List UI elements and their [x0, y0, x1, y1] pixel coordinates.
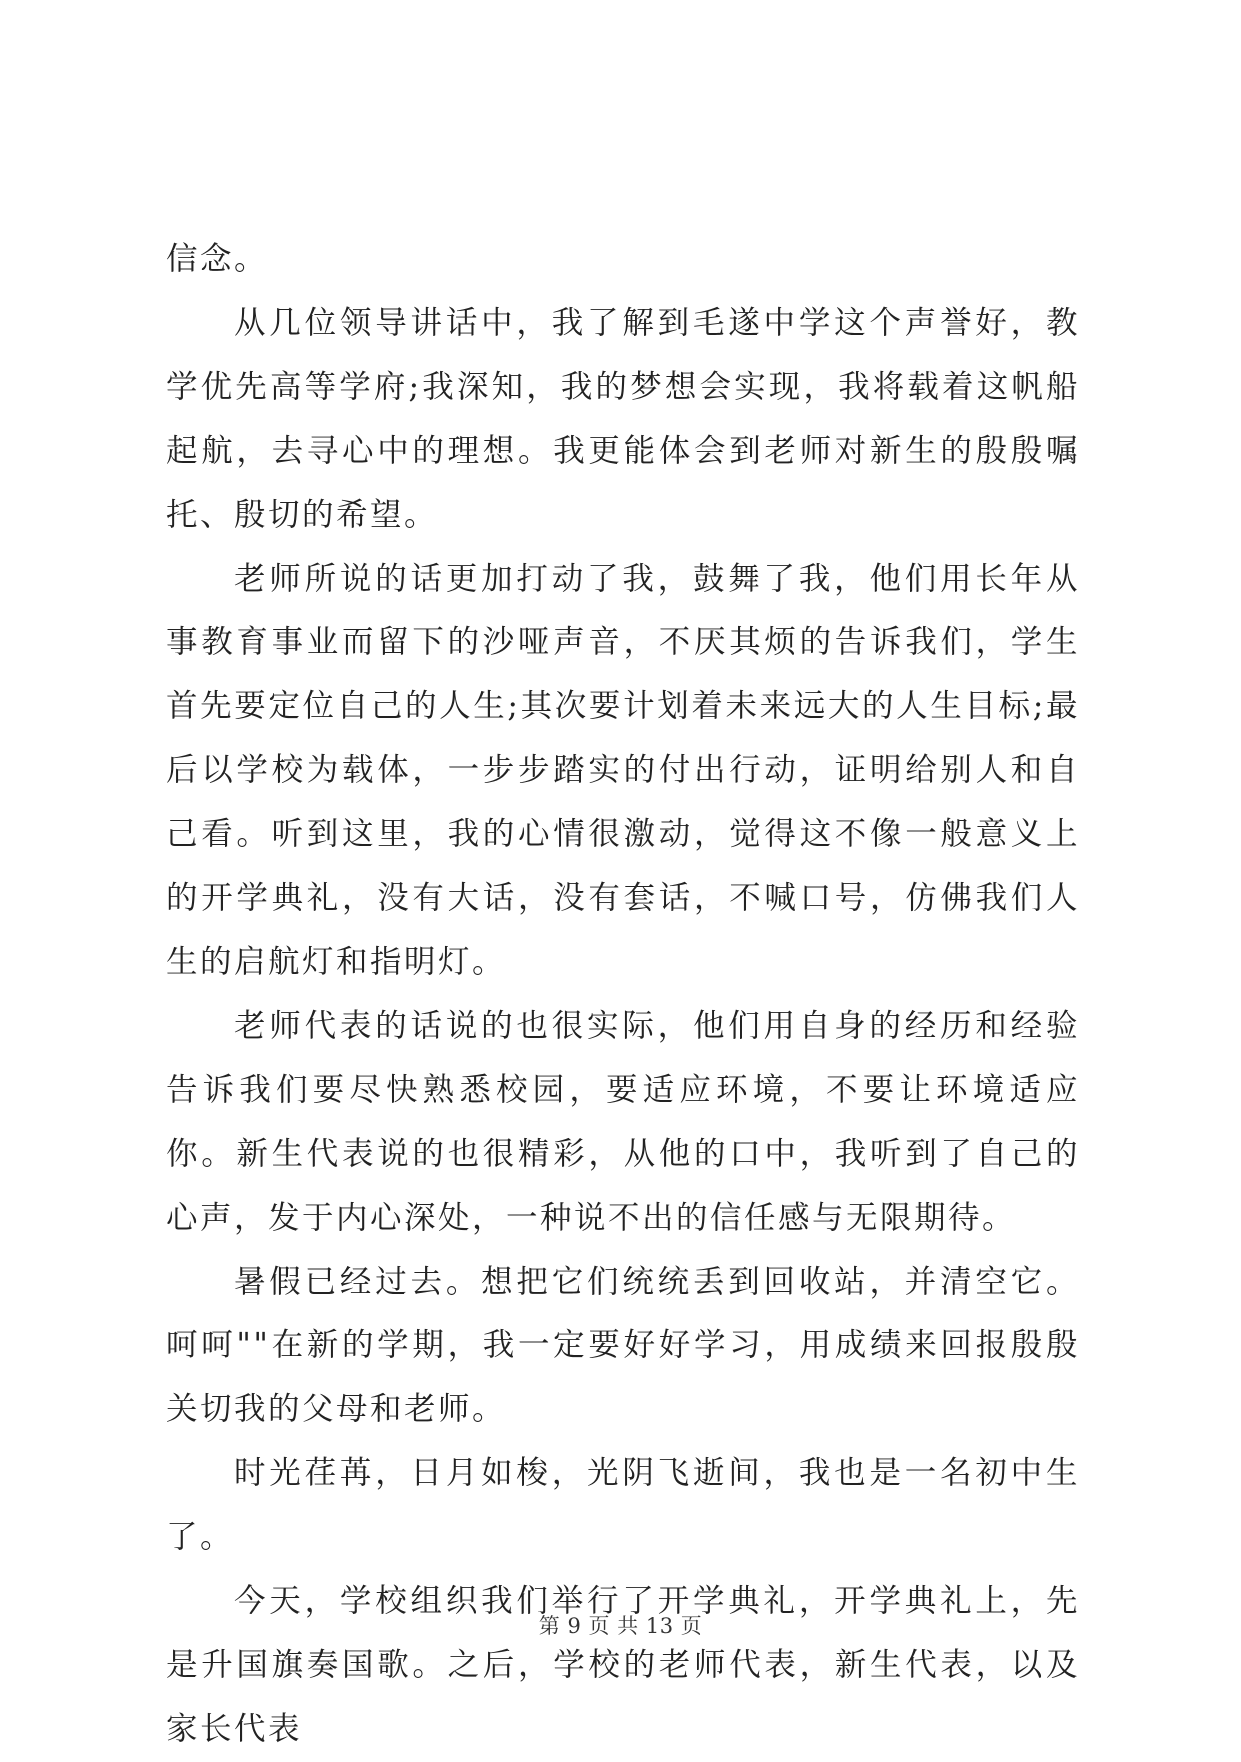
paragraph: 从几位领导讲话中，我了解到毛遂中学这个声誉好，教学优先高等学府;我深知，我的梦想会实现，我将载着这帆船起航，去寻心中的理想。我更能体会到老师对新生的殷殷嘱托、殷切的希望。 [166, 304, 1080, 533]
document-body [166, 228, 1080, 1762]
paragraph: 信念。 [166, 241, 269, 277]
paragraph: 时光荏苒，日月如梭，光阴飞逝间，我也是一名初中生了。 [166, 1455, 1080, 1556]
paragraph: 今天，学校组织我们举行了开学典礼，开学典礼上，先是升国旗奏国歌。之后，学校的老师代表，新生代表，以及家长代表 [166, 1583, 1080, 1747]
paragraph: 老师代表的话说的也很实际，他们用自身的经历和经验告诉我们要尽快熟悉校园，要适应环境，不要让环境适应你。新生代表说的也很精彩，从他的口中，我听到了自己的心声，发于内心深处，一种说不出的信任感与无限期待。 [166, 1007, 1080, 1236]
page-number-label: 第 9 页 共 13 页 [538, 1614, 703, 1638]
paragraph: 老师所说的话更加打动了我，鼓舞了我，他们用长年从事教育事业而留下的沙哑声音，不厌其烦的告诉我们，学生首先要定位自己的人生;其次要计划着未来远大的人生目标;最后以学校为载体，一步步踏实的付出行动，证明给别人和自己看。听到这里，我的心情很激动，觉得这不像一般意义上的开学典礼，没有大话，没有套话，不喊口号，仿佛我们人生的启航灯和指明灯。 [166, 560, 1080, 980]
paragraph: 暑假已经过去。想把它们统统丢到回收站，并清空它。呵呵""在新的学期，我一定要好好学习，用成绩来回报殷殷关切我的父母和老师。 [166, 1263, 1080, 1428]
page-footer [0, 1610, 1241, 1640]
